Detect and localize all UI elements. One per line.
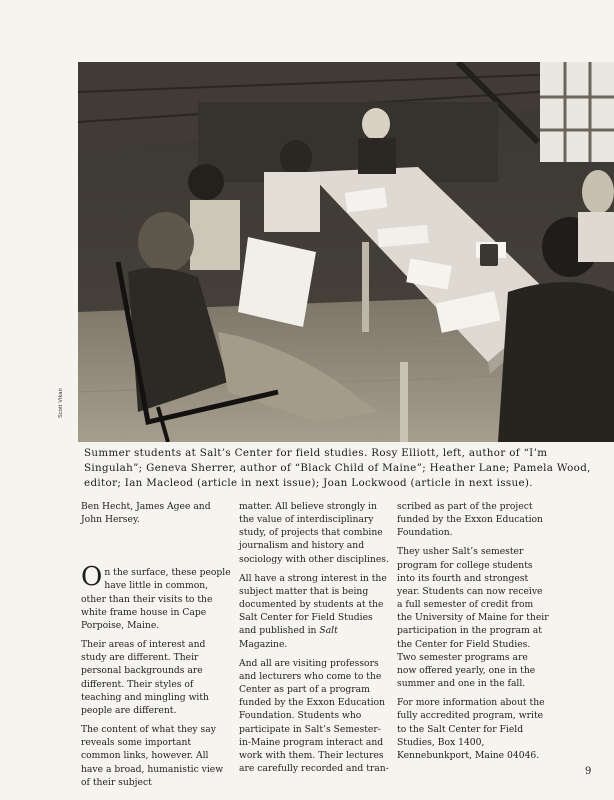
classroom-photo-illustration bbox=[78, 62, 614, 442]
article-column-3 bbox=[397, 500, 549, 768]
column-2-paragraph-3: And all are visiting professors and lecturers who come to the Center as part of a program funded by the Exxon Education Foundation. Students who participate in Salt’s Semester-in-Maine program interact and work with them. Their lectures are carefully recorded and tran- bbox=[239, 657, 389, 774]
article-column-1 bbox=[81, 500, 231, 795]
column-3-paragraph-1: scribed as part of the project funded by the Exxon Education Foundation. bbox=[397, 501, 543, 539]
magazine-title: Salt bbox=[319, 625, 338, 637]
photo-credit: Scott Vikan bbox=[58, 388, 64, 418]
column-2-paragraph-2-end: Magazine. bbox=[239, 638, 288, 650]
column-1-intro: Ben Hecht, James Agee and John Hersey. bbox=[81, 501, 211, 526]
photo-caption: Summer students at Salt’s Center for field studies. Rosy Elliott, left, author of “I’m Singulah”; Geneva Sherrer, author of “Black Child of Maine”; Heather Lane; Pamela Wood, editor; Ian Macleod (article in next issue); Joan Lockwood (article in next issue). bbox=[84, 447, 591, 490]
column-2-paragraph-2 bbox=[239, 572, 389, 651]
column-3-paragraph-3: For more information about the fully accredited program, write to the Salt Center for Field Studies, Box 1400, Kennebunkport, Maine 04046. bbox=[397, 697, 545, 761]
column-2-paragraph-2-text: All have a strong interest in the subject matter that is being documented by students at the Salt Center for Field Studies and published in bbox=[239, 572, 387, 637]
column-1-paragraph-2: Their areas of interest and study are different. Their personal backgrounds are different. Their styles of teaching and mingling with people are different. bbox=[81, 639, 209, 716]
column-1-lead-text: n the surface, these people have little in common, other than their visits to the white frame house in Cape Porpoise, Maine. bbox=[81, 567, 231, 631]
column-1-lead-paragraph bbox=[81, 562, 231, 632]
column-3-paragraph-2: They usher Salt’s semester program for college students into its fourth and strongest year. Students can now receive a full semester of credit from the University of Maine for their participation in the program at the Center for Field Studies. Two semester programs are now offered yearly, one in the summer and one in the fall. bbox=[397, 546, 549, 690]
page-number: 9 bbox=[585, 766, 592, 777]
classroom-photo bbox=[78, 62, 614, 442]
column-1-paragraph-3: The content of what they say reveals some important common links, however. All have a broad, humanistic view of their subject bbox=[81, 724, 224, 788]
drop-cap: O bbox=[81, 562, 103, 593]
column-2-paragraph-1: matter. All believe strongly in the value of interdisciplinary study, of projects that combine journalism and history and sociology with other disciplines. bbox=[239, 501, 389, 565]
article-column-2 bbox=[239, 500, 389, 781]
